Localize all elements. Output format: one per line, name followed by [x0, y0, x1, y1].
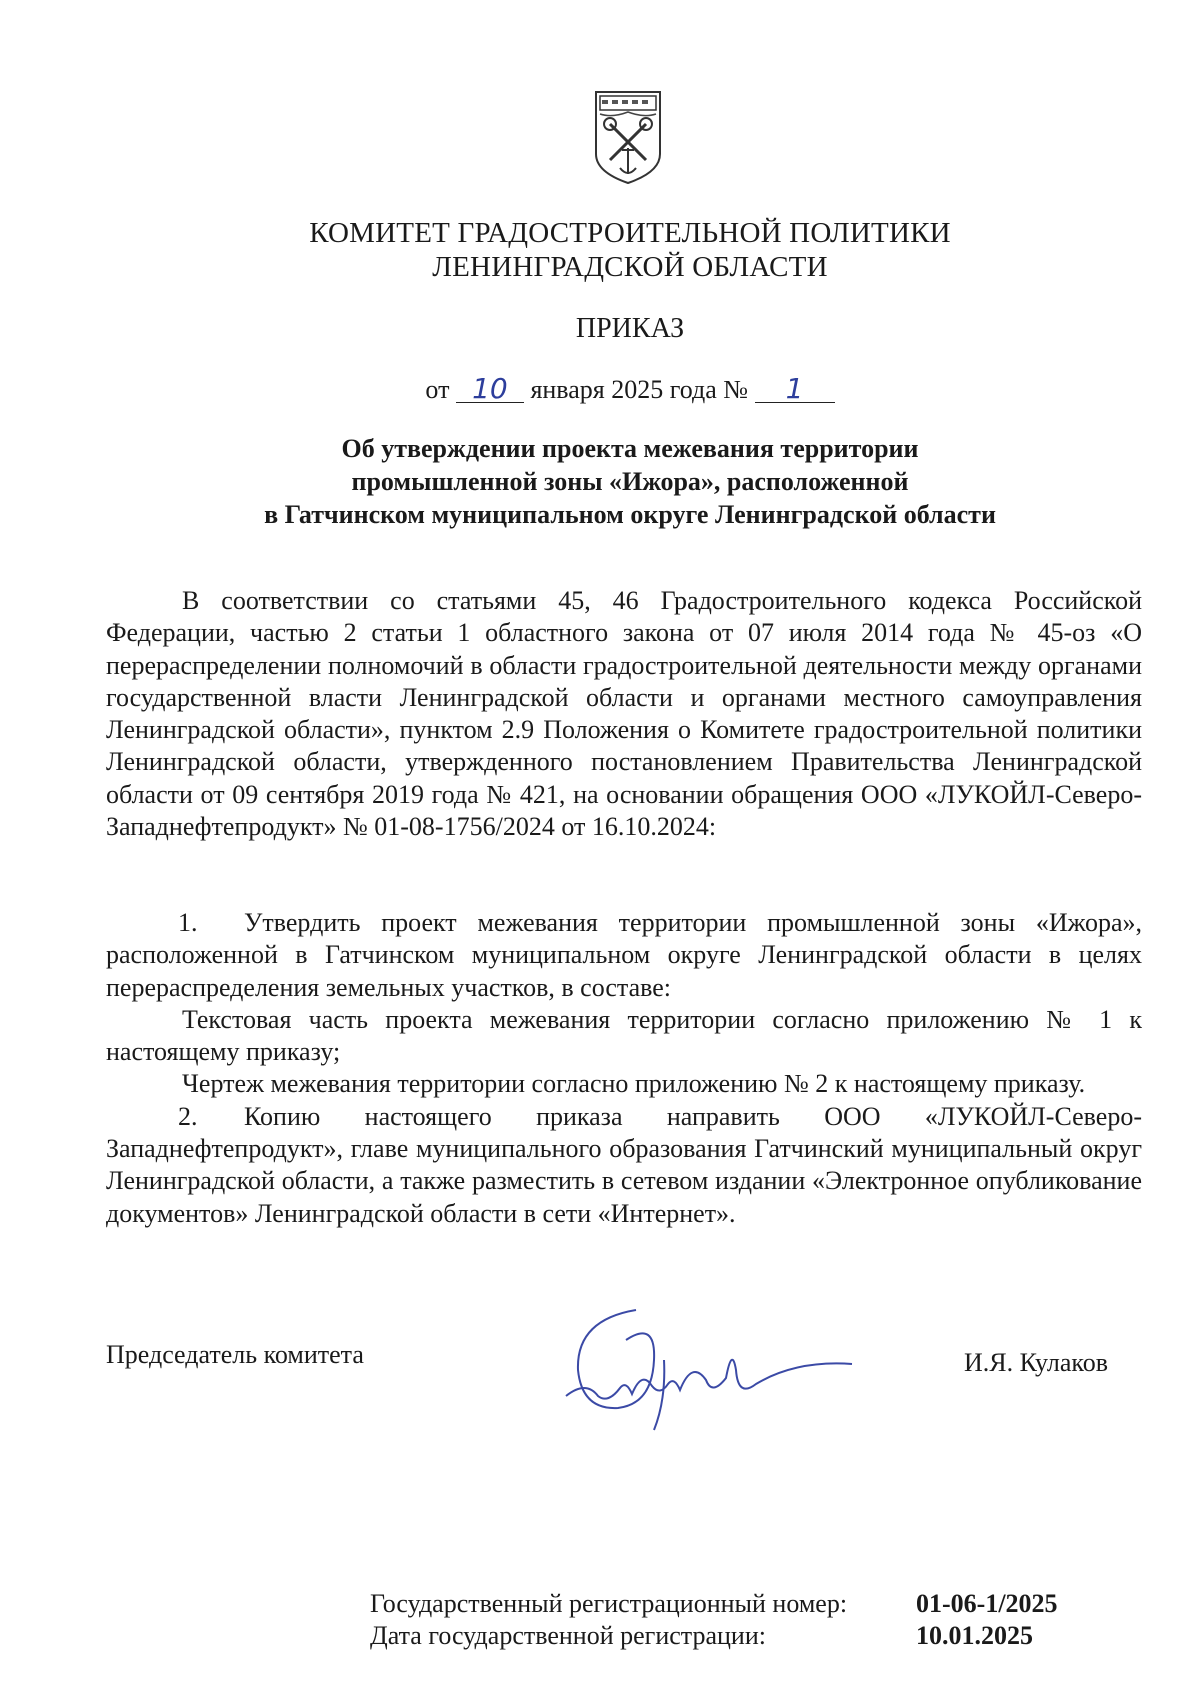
- item-text: Текстовая часть проекта межевания территории согласно приложению № 1 к настоящему приказу;: [106, 1004, 1142, 1067]
- organization-name: [0, 216, 1200, 284]
- registration-values: [916, 1588, 1058, 1652]
- subject-line-1: Об утверждении проекта межевания территории: [341, 434, 919, 463]
- item-number: 2.: [178, 1101, 198, 1131]
- item-number: 1.: [178, 908, 198, 937]
- preamble-paragraph: В соответствии со статьями 45, 46 Градостроительного кодекса Российской Федерации, частью 2 статьи 1 областного закона от 07 июля 2014 года № 45-оз «О перераспределении полномочий в области градостроительной деятельности между органами государственной власти Ленинградской области и органами местного самоуправления Ленинградской области», пунктом 2.9 Положения о Комитете градостроительной политики Ленинградской области, утвержденного постановлением Правительства Ленинградской области от 09 сентября 2019 года № 421, на основании обращения ООО «ЛУКОЙЛ-Северо-Западнефтепродукт» № 01-08-1756/2024 от 16.10.2024:: [106, 586, 1142, 842]
- order-item-1-part-a: [106, 1004, 1142, 1069]
- item-text: Утвердить проект межевания территории промышленной зоны «Ижора», расположенной в Гатчинском муниципальном округе Ленинградской области в целях перераспределения земельных участков, в составе:: [106, 908, 1142, 1002]
- date-number-line: [0, 372, 1200, 405]
- registration-date-value: 10.01.2025: [916, 1621, 1033, 1650]
- order-number-handwritten: 1: [755, 376, 835, 403]
- signatory-name: И.Я. Кулаков: [964, 1348, 1108, 1377]
- item-text: Чертеж межевания территории согласно приложению № 2 к настоящему приказу.: [182, 1069, 1086, 1099]
- registration-number-value: 01-06-1/2025: [916, 1589, 1058, 1618]
- document-type: ПРИКАЗ: [575, 313, 685, 344]
- coat-of-arms-icon: [592, 88, 664, 186]
- order-item-1: [106, 907, 1142, 1004]
- registration-date-label: Дата государственной регистрации:: [370, 1621, 766, 1650]
- order-item-2: [106, 1101, 1142, 1230]
- date-middle: января 2025 года №: [530, 375, 749, 404]
- org-line-2: ЛЕНИНГРАДСКОЙ ОБЛАСТИ: [432, 251, 828, 283]
- signatory-position: Председатель комитета: [106, 1340, 364, 1369]
- order-item-1-part-b: [106, 1068, 1142, 1100]
- subject-line-3: в Гатчинском муниципальном округе Ленинградской области: [264, 500, 996, 529]
- item-text: Копию настоящего приказа направить ООО «ЛУКОЙЛ-Северо-Западнефтепродукт», главе муниципального образования Гатчинский муниципальный округ Ленинградской области, а также разместить в сетевом издании «Электронное опубликование документов» Ленинградской области в сети «Интернет».: [106, 1101, 1142, 1228]
- date-prefix: от: [425, 375, 450, 404]
- registration-labels: [370, 1588, 847, 1652]
- subject-line-2: промышленной зоны «Ижора», расположенной: [351, 467, 909, 496]
- order-items: [106, 907, 1142, 1230]
- order-subject: [0, 432, 1200, 531]
- org-line-1: КОМИТЕТ ГРАДОСТРОИТЕЛЬНОЙ ПОЛИТИКИ: [309, 217, 951, 249]
- date-day-handwritten: 10: [456, 376, 524, 403]
- handwritten-signature: [556, 1300, 856, 1450]
- preamble: [106, 585, 1142, 843]
- registration-number-label: Государственный регистрационный номер:: [370, 1589, 848, 1618]
